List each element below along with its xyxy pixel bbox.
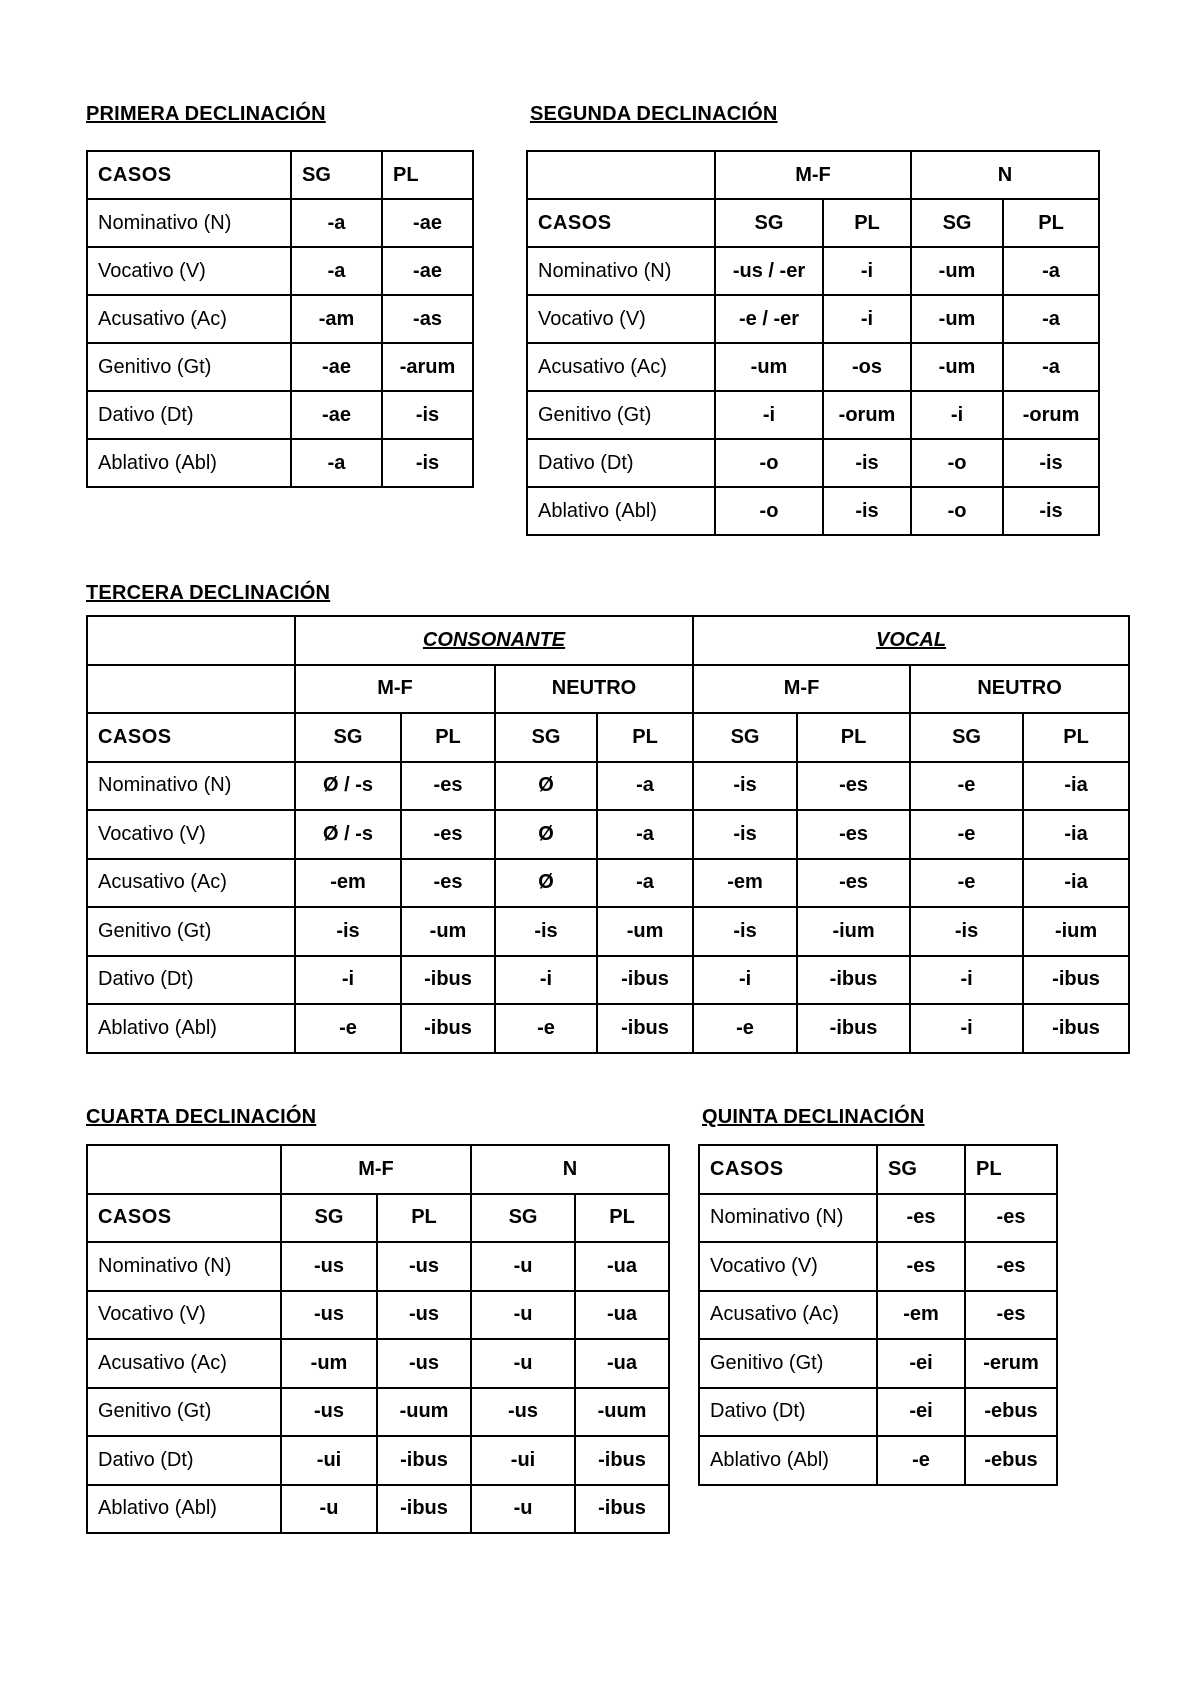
case-label: Nominativo (N) <box>87 762 295 811</box>
type-header: CONSONANTE <box>295 616 693 665</box>
ending-cell: -i <box>823 295 911 343</box>
ending-cell: -a <box>1003 343 1099 391</box>
case-row <box>87 859 1129 908</box>
ending-cell: -es <box>401 810 495 859</box>
number-header: PL <box>823 199 911 247</box>
primera-table <box>86 150 474 488</box>
ending-cell: -us <box>281 1291 377 1340</box>
group-header-row <box>527 151 1099 199</box>
cuarta-table <box>86 1144 670 1534</box>
group-header: M-F <box>281 1145 471 1194</box>
ending-cell: -um <box>715 343 823 391</box>
ending-cell: -ua <box>575 1242 669 1291</box>
number-header: SG <box>877 1145 965 1194</box>
case-label: Nominativo (N) <box>87 1242 281 1291</box>
case-label: Genitivo (Gt) <box>699 1339 877 1388</box>
empty-cell <box>87 616 295 665</box>
empty-cell <box>87 1145 281 1194</box>
ending-cell: -o <box>911 439 1003 487</box>
ending-cell: -ibus <box>597 1004 693 1053</box>
group-header-row <box>87 665 1129 714</box>
ending-cell: -us <box>281 1242 377 1291</box>
ending-cell: -us <box>377 1291 471 1340</box>
number-header: PL <box>382 151 473 199</box>
ending-cell: -ae <box>382 247 473 295</box>
case-label: Nominativo (N) <box>699 1194 877 1243</box>
ending-cell: -us <box>377 1242 471 1291</box>
group-header: NEUTRO <box>495 665 693 714</box>
group-header: NEUTRO <box>910 665 1129 714</box>
ending-cell: -e <box>910 810 1023 859</box>
ending-cell: -is <box>910 907 1023 956</box>
ending-cell: -is <box>693 907 797 956</box>
case-row <box>699 1194 1057 1243</box>
ending-cell: -us <box>471 1388 575 1437</box>
ending-cell: -em <box>295 859 401 908</box>
ending-cell: -ibus <box>597 956 693 1005</box>
number-header: PL <box>575 1194 669 1243</box>
case-row <box>87 956 1129 1005</box>
ending-cell: -a <box>291 439 382 487</box>
ending-cell: -us / -er <box>715 247 823 295</box>
number-header: PL <box>377 1194 471 1243</box>
group-header: N <box>471 1145 669 1194</box>
ending-cell: -u <box>471 1339 575 1388</box>
ending-cell: -is <box>693 762 797 811</box>
case-row <box>527 487 1099 535</box>
ending-cell: -i <box>910 1004 1023 1053</box>
ending-cell: -ium <box>797 907 910 956</box>
ending-cell: -e <box>910 859 1023 908</box>
ending-cell: -ae <box>291 343 382 391</box>
case-label: Dativo (Dt) <box>87 956 295 1005</box>
ending-cell: -i <box>823 247 911 295</box>
ending-cell: -e / -er <box>715 295 823 343</box>
ending-cell: -ibus <box>575 1485 669 1534</box>
ending-cell: -ibus <box>1023 956 1129 1005</box>
empty-cell <box>527 151 715 199</box>
ending-cell: -is <box>295 907 401 956</box>
ending-cell: -i <box>693 956 797 1005</box>
ending-cell: -ae <box>382 199 473 247</box>
tercera-title: TERCERA DECLINACIÓN <box>86 582 331 604</box>
ending-cell: -ui <box>471 1436 575 1485</box>
ending-cell: Ø <box>495 810 597 859</box>
ending-cell: -a <box>1003 295 1099 343</box>
ending-cell: -ua <box>575 1339 669 1388</box>
case-row <box>87 247 473 295</box>
ending-cell: -a <box>597 859 693 908</box>
case-row <box>527 247 1099 295</box>
type-header: VOCAL <box>693 616 1129 665</box>
ending-cell: -uum <box>575 1388 669 1437</box>
case-label: Vocativo (V) <box>87 810 295 859</box>
ending-cell: -ibus <box>377 1436 471 1485</box>
ending-cell: -um <box>401 907 495 956</box>
quinta-title: QUINTA DECLINACIÓN <box>702 1106 925 1128</box>
ending-cell: -ibus <box>797 956 910 1005</box>
segunda-table <box>526 150 1100 536</box>
case-row <box>87 199 473 247</box>
case-label: Vocativo (V) <box>87 247 291 295</box>
case-row <box>87 1436 669 1485</box>
segunda-title: SEGUNDA DECLINACIÓN <box>530 103 778 125</box>
case-row <box>87 1485 669 1534</box>
ending-cell: -u <box>471 1291 575 1340</box>
number-header: SG <box>295 713 401 762</box>
group-header: M-F <box>715 151 911 199</box>
ending-cell: -ibus <box>797 1004 910 1053</box>
cuarta-title: CUARTA DECLINACIÓN <box>86 1106 317 1128</box>
ending-cell: -is <box>382 439 473 487</box>
case-row <box>87 810 1129 859</box>
case-row <box>87 343 473 391</box>
ending-cell: Ø / -s <box>295 762 401 811</box>
casos-header: CASOS <box>87 1194 281 1243</box>
ending-cell: -um <box>911 343 1003 391</box>
case-row <box>87 1004 1129 1053</box>
ending-cell: -ei <box>877 1388 965 1437</box>
ending-cell: -ua <box>575 1291 669 1340</box>
case-row <box>699 1388 1057 1437</box>
ending-cell: -um <box>281 1339 377 1388</box>
ending-cell: -ei <box>877 1339 965 1388</box>
case-label: Acusativo (Ac) <box>87 859 295 908</box>
case-label: Genitivo (Gt) <box>87 1388 281 1437</box>
ending-cell: -arum <box>382 343 473 391</box>
ending-cell: -es <box>401 762 495 811</box>
ending-cell: -is <box>823 439 911 487</box>
ending-cell: -ui <box>281 1436 377 1485</box>
case-row <box>699 1242 1057 1291</box>
ending-cell: -um <box>911 295 1003 343</box>
case-row <box>699 1339 1057 1388</box>
case-label: Vocativo (V) <box>699 1242 877 1291</box>
ending-cell: Ø <box>495 762 597 811</box>
ending-cell: -a <box>597 810 693 859</box>
case-row <box>87 762 1129 811</box>
case-row <box>87 439 473 487</box>
case-label: Ablativo (Abl) <box>527 487 715 535</box>
ending-cell: -ium <box>1023 907 1129 956</box>
ending-cell: -is <box>1003 487 1099 535</box>
number-header: PL <box>1003 199 1099 247</box>
case-label: Dativo (Dt) <box>699 1388 877 1437</box>
ending-cell: -a <box>597 762 693 811</box>
ending-cell: -o <box>911 487 1003 535</box>
ending-cell: -a <box>1003 247 1099 295</box>
ending-cell: -is <box>823 487 911 535</box>
case-row <box>87 907 1129 956</box>
number-header: SG <box>495 713 597 762</box>
ending-cell: -ia <box>1023 762 1129 811</box>
case-label: Acusativo (Ac) <box>699 1291 877 1340</box>
group-header: M-F <box>295 665 495 714</box>
column-header-row <box>87 1194 669 1243</box>
ending-cell: -ebus <box>965 1388 1057 1437</box>
case-row <box>87 1291 669 1340</box>
ending-cell: -o <box>715 439 823 487</box>
case-row <box>527 295 1099 343</box>
case-row <box>527 343 1099 391</box>
ending-cell: -es <box>877 1242 965 1291</box>
number-header: SG <box>911 199 1003 247</box>
column-header-row <box>527 199 1099 247</box>
case-label: Dativo (Dt) <box>87 1436 281 1485</box>
column-header-row <box>87 713 1129 762</box>
number-header: PL <box>401 713 495 762</box>
ending-cell: -ibus <box>401 956 495 1005</box>
ending-cell: -u <box>471 1242 575 1291</box>
ending-cell: -ibus <box>401 1004 495 1053</box>
number-header: SG <box>693 713 797 762</box>
ending-cell: -i <box>295 956 401 1005</box>
ending-cell: -es <box>877 1194 965 1243</box>
ending-cell: -ibus <box>1023 1004 1129 1053</box>
group-header: N <box>911 151 1099 199</box>
ending-cell: -ae <box>291 391 382 439</box>
ending-cell: -orum <box>1003 391 1099 439</box>
ending-cell: -ibus <box>377 1485 471 1534</box>
ending-cell: -u <box>471 1485 575 1534</box>
ending-cell: -is <box>495 907 597 956</box>
ending-cell: -e <box>295 1004 401 1053</box>
casos-header: CASOS <box>87 713 295 762</box>
case-label: Vocativo (V) <box>527 295 715 343</box>
ending-cell: -um <box>911 247 1003 295</box>
ending-cell: -us <box>377 1339 471 1388</box>
case-row <box>87 1339 669 1388</box>
ending-cell: -o <box>715 487 823 535</box>
ending-cell: -is <box>1003 439 1099 487</box>
case-label: Acusativo (Ac) <box>87 1339 281 1388</box>
ending-cell: -us <box>281 1388 377 1437</box>
ending-cell: -um <box>597 907 693 956</box>
ending-cell: -es <box>797 859 910 908</box>
ending-cell: -i <box>715 391 823 439</box>
case-row <box>87 1388 669 1437</box>
ending-cell: -es <box>965 1291 1057 1340</box>
ending-cell: -e <box>877 1436 965 1485</box>
ending-cell: -em <box>877 1291 965 1340</box>
ending-cell: -es <box>965 1194 1057 1243</box>
type-header-row <box>87 616 1129 665</box>
case-label: Ablativo (Abl) <box>87 439 291 487</box>
ending-cell: -es <box>797 762 910 811</box>
number-header: PL <box>965 1145 1057 1194</box>
empty-cell <box>87 665 295 714</box>
number-header: SG <box>471 1194 575 1243</box>
case-label: Genitivo (Gt) <box>87 907 295 956</box>
ending-cell: -os <box>823 343 911 391</box>
case-row <box>527 439 1099 487</box>
ending-cell: -ia <box>1023 810 1129 859</box>
ending-cell: -u <box>281 1485 377 1534</box>
ending-cell: -ibus <box>575 1436 669 1485</box>
number-header: PL <box>797 713 910 762</box>
case-label: Nominativo (N) <box>527 247 715 295</box>
ending-cell: -i <box>910 956 1023 1005</box>
number-header: SG <box>281 1194 377 1243</box>
case-label: Nominativo (N) <box>87 199 291 247</box>
case-label: Dativo (Dt) <box>527 439 715 487</box>
case-label: Genitivo (Gt) <box>527 391 715 439</box>
case-row <box>527 391 1099 439</box>
case-row <box>87 295 473 343</box>
number-header: SG <box>715 199 823 247</box>
ending-cell: -e <box>495 1004 597 1053</box>
ending-cell: -i <box>495 956 597 1005</box>
ending-cell: -am <box>291 295 382 343</box>
case-label: Acusativo (Ac) <box>527 343 715 391</box>
number-header: PL <box>1023 713 1129 762</box>
ending-cell: -em <box>693 859 797 908</box>
case-label: Dativo (Dt) <box>87 391 291 439</box>
ending-cell: -ia <box>1023 859 1129 908</box>
ending-cell: -es <box>401 859 495 908</box>
primera-title: PRIMERA DECLINACIÓN <box>86 103 326 125</box>
casos-header: CASOS <box>527 199 715 247</box>
casos-header: CASOS <box>87 151 291 199</box>
group-header: M-F <box>693 665 910 714</box>
quinta-table <box>698 1144 1058 1486</box>
column-header-row <box>87 151 473 199</box>
case-label: Vocativo (V) <box>87 1291 281 1340</box>
ending-cell: -i <box>911 391 1003 439</box>
casos-header: CASOS <box>699 1145 877 1194</box>
column-header-row <box>699 1145 1057 1194</box>
ending-cell: Ø / -s <box>295 810 401 859</box>
ending-cell: -es <box>797 810 910 859</box>
ending-cell: -es <box>965 1242 1057 1291</box>
ending-cell: -as <box>382 295 473 343</box>
tercera-table <box>86 615 1130 1054</box>
case-label: Ablativo (Abl) <box>87 1485 281 1534</box>
ending-cell: -ebus <box>965 1436 1057 1485</box>
ending-cell: -is <box>382 391 473 439</box>
case-row <box>87 1242 669 1291</box>
ending-cell: -orum <box>823 391 911 439</box>
ending-cell: -uum <box>377 1388 471 1437</box>
ending-cell: -e <box>910 762 1023 811</box>
case-label: Ablativo (Abl) <box>699 1436 877 1485</box>
case-row <box>699 1291 1057 1340</box>
case-row <box>87 391 473 439</box>
case-label: Genitivo (Gt) <box>87 343 291 391</box>
case-label: Acusativo (Ac) <box>87 295 291 343</box>
case-row <box>699 1436 1057 1485</box>
ending-cell: -e <box>693 1004 797 1053</box>
ending-cell: -erum <box>965 1339 1057 1388</box>
ending-cell: Ø <box>495 859 597 908</box>
number-header: PL <box>597 713 693 762</box>
group-header-row <box>87 1145 669 1194</box>
case-label: Ablativo (Abl) <box>87 1004 295 1053</box>
number-header: SG <box>910 713 1023 762</box>
ending-cell: -is <box>693 810 797 859</box>
ending-cell: -a <box>291 199 382 247</box>
ending-cell: -a <box>291 247 382 295</box>
number-header: SG <box>291 151 382 199</box>
